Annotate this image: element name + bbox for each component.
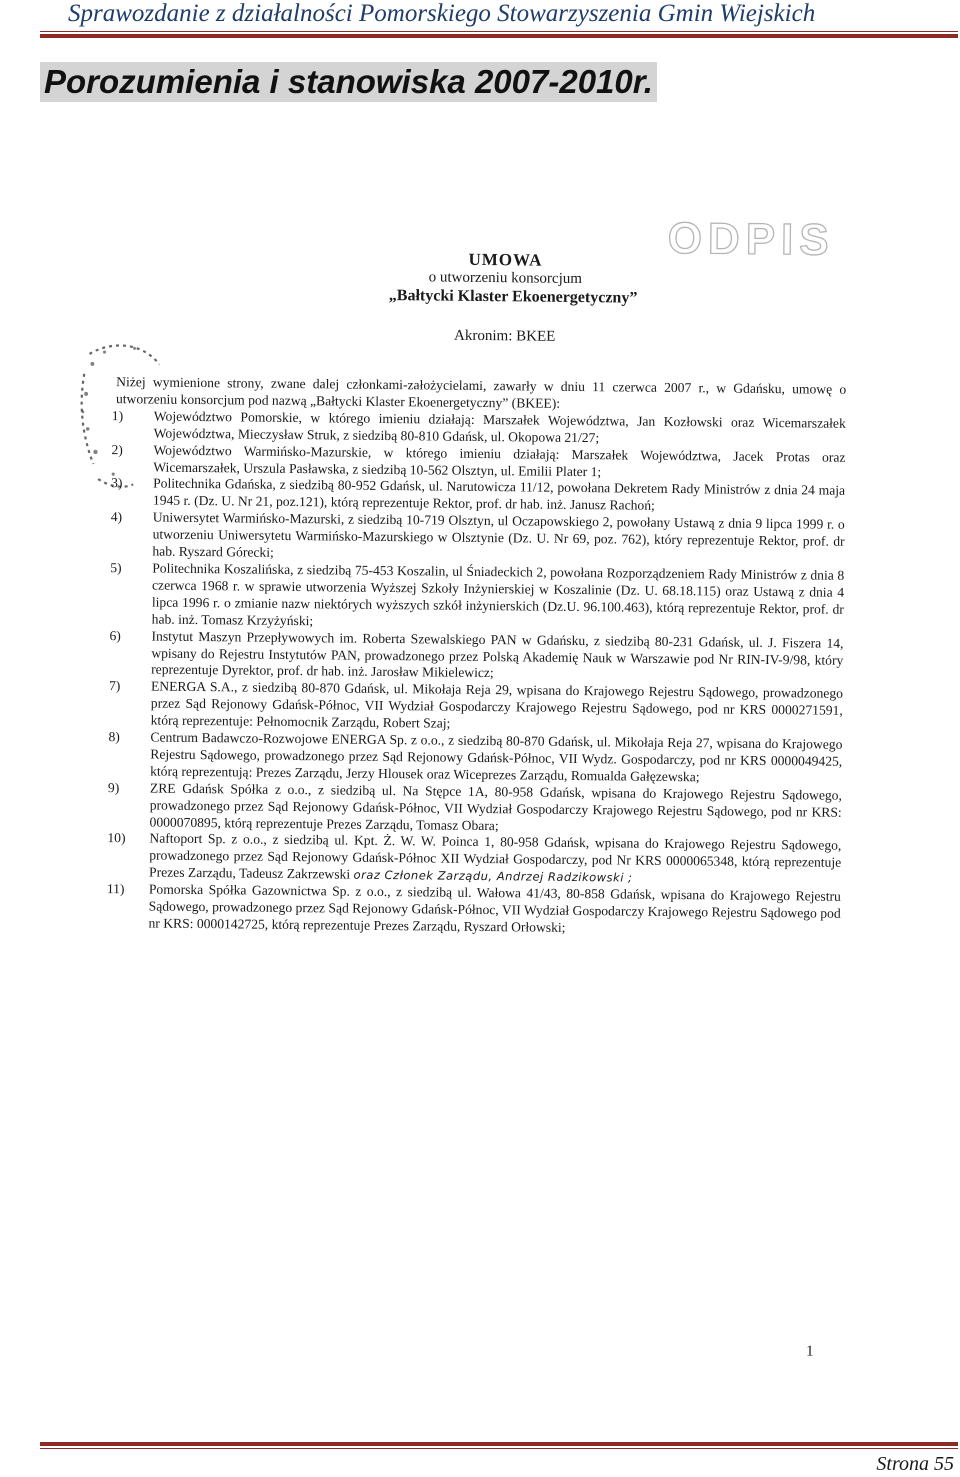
scanned-page [0, 155, 960, 1415]
scanned-document [0, 160, 960, 1410]
item-number: 7) [108, 678, 121, 694]
item-number: 10) [107, 830, 126, 846]
item-text: Instytut Maszyn Przepływowych im. Roberta Szewalskiego PAN w Gdańsku, z siedzibą 80-231 Gdańsk, ul. J. Fiszera 14, wpisany do Rejestru Instytutów PAN, prowadzonego przez Polską Akademię Nauk w Warszawie pod Nr RIN-IV-9/98, który reprezentuje Dyrektor, prof. dr hab. inż. Jarosław Mikielewicz; [151, 628, 844, 681]
document-subheading: o utworzeniu konsorcjum [428, 269, 583, 288]
scan-page-number: 1 [806, 1343, 814, 1360]
item-text: Naftoport Sp. z o.o., z siedzibą ul. Kpt. Ż. W. W. Poinca 1, 80-958 Gdańsk, wpisana do Krajowego Rejestru Sądowego, prowadzonego przez Sąd Rejonowy Gdańsk-Północ XII Wydział Gospodarczy, pod Nr KRS 0000065348, którą reprezentuje Prezes Zarządu, Tadeusz Zakrzewski [148, 831, 842, 882]
item-number: 5) [110, 560, 122, 576]
handwritten-addition: oraz Członek Zarządu, Andrzej Radzikowski ; [353, 867, 633, 885]
item-number: 2) [111, 441, 123, 457]
list-item [110, 560, 845, 635]
list-item [108, 729, 843, 787]
list-item [107, 830, 842, 889]
acronym-line: Akronim: BKEE [453, 327, 556, 345]
list-item [108, 678, 844, 736]
running-title: Sprawozdanie z działalności Pomorskiego Stowarzyszenia Gmin Wiejskich [68, 0, 816, 27]
header-rule-thick [40, 34, 958, 38]
odpis-stamp: ODPIS [667, 213, 835, 265]
item-text: Województwo Warmińsko-Mazurskie, w którego imieniu działają: Marszałek Województwa, Jacek Protas oraz Wicemarszałek, Urszula Pasławska, z siedzibą 10-562 Olsztyn, ul. Emilii Plater 1; [153, 442, 846, 479]
page-number: Strona 55 [876, 1453, 954, 1475]
item-text: Politechnika Koszalińska, z siedzibą 75-453 Koszalin, ul Śniadeckich 2, powołana Rozporządzeniem Rady Ministrów z dnia 8 czerwca 1968 r. w sprawie utworzenia Wyższej Szkoły Inżynierskiej w Koszalinie (Dz. U. 68.18.115) oraz Ustawą z dnia 4 lipca 1996 r. o zmianie nazw niektórych wyższych szkół inżynierskich (Dz.U. 96.100.463), którą reprezentuje Rektor, prof. dr hab. inż. Tomasz Krzyżyński; [151, 560, 845, 628]
item-text: Uniwersytet Warmińsko-Mazurski, z siedzibą 10-719 Olsztyn, ul Oczapowskiego 2, powołany Ustawą z dnia 9 lipca 1999 r. o utworzeniu Uniwersytetu Warmińsko-Mazurskiego w Olsztynie (Dz. U. Nr 69, poz. 762), który reprezentuje Rektor, prof. dr hab. Ryszard Górecki; [152, 509, 845, 560]
document-heading: UMOWA [468, 249, 543, 270]
item-text: ZRE Gdańsk Spółka z o.o., z siedzibą ul. Na Stępce 1A, 80-958 Gdańsk, wpisana do Krajowego Rejestru Sądowego, prowadzonego przez Sąd Rejonowy Gdańsk-Północ, VII Wydział Gospodarczy Krajowego Rejestru Sądowego, pod nr KRS: 0000070895, którą reprezentuje Prezes Zarządu, Tomasz Obara; [149, 780, 842, 833]
section-title: Porozumienia i stanowiska 2007-2010r. [40, 62, 657, 102]
agreement-body [106, 374, 847, 940]
item-number: 9) [107, 779, 120, 795]
header-rule-thin [40, 31, 958, 32]
agreement-intro: Niżej wymienione strony, zwane dalej członkami-założycielami, zawarły w dniu 11 czerwca 2007 r., w Gdańsku, umowę o utworzeniu konsorcjum pod nazwą „Bałtycki Klaster Ekoenergetyczny” (BKEE): [115, 374, 847, 411]
consortium-name: „Bałtycki Klaster Ekoenergetyczny” [388, 287, 638, 307]
item-text: Województwo Pomorskie, w którego imieniu działają: Marszałek Województwa, Jan Kozłowski oraz Wicemarszałek Województwa, Mieczysław Struk, z siedzibą 80-810 Gdańsk, ul. Okopowa 21/27; [153, 408, 846, 445]
footer-rule-thick [40, 1442, 958, 1446]
list-item [110, 509, 845, 567]
item-number: 8) [108, 729, 120, 745]
item-text: Pomorska Spółka Gazownictwa Sp. z o.o., z siedzibą ul. Wałowa 41/43, 80-858 Gdańsk, wpisana do Krajowego Rejestru Sądowego, prowadzonego przez Sąd Rejonowy Gdańsk-Północ, VII Wydział Gospodarczy Krajowego Rejestru Sądowego pod nr KRS: 0000142725, którą reprezentuje Prezes Zarządu, Ryszard Orłowski; [148, 881, 841, 935]
list-item [109, 627, 844, 686]
item-number: 11) [106, 881, 125, 897]
item-number: 3) [111, 475, 123, 491]
item-text: Politechnika Gdańska, z siedzibą 80-952 Gdańsk, ul. Narutowicza 11/12, powołana Dekretem Rady Ministrów z dnia 24 maja 1945 r. (Dz. U. Nr 21, poz.121), którą reprezentuje Rektor, prof. dr hab. inż. Janusz Rachoń; [152, 475, 846, 514]
item-number: 6) [109, 627, 121, 643]
item-number: 1) [111, 407, 124, 424]
item-number: 4) [110, 509, 123, 525]
list-item [106, 881, 841, 939]
item-text: ENERGA S.A., z siedzibą 80-870 Gdańsk, ul. Mikołaja Reja 29, wpisana do Krajowego Rejestru Sądowego, prowadzonego przez Sąd Rejonowy Gdańsk-Północ, VII Wydział Gospodarczy Krajowego Rejestru Sądowego, pod nr KRS 0000271591, którą reprezentuje: Pełnomocnik Zarządu, Robert Szaj; [150, 678, 844, 731]
footer-rule-thin [40, 1448, 958, 1449]
item-text: Centrum Badawczo-Rozwojowe ENERGA Sp. z o.o., z siedzibą 80-870 Gdańsk, ul. Mikołaja Reja 27, wpisana do Krajowego Rejestru Sądowego, prowadzonego przez Sąd Rejonowy Gdańsk-Północ, VII Wydz. Gospodarczy, pod nr KRS 0000049425, którą reprezentują: Prezes Zarządu, Jerzy Hlousek oraz Wiceprezes Zarządu, Romualda Gałęzewska; [150, 729, 843, 785]
